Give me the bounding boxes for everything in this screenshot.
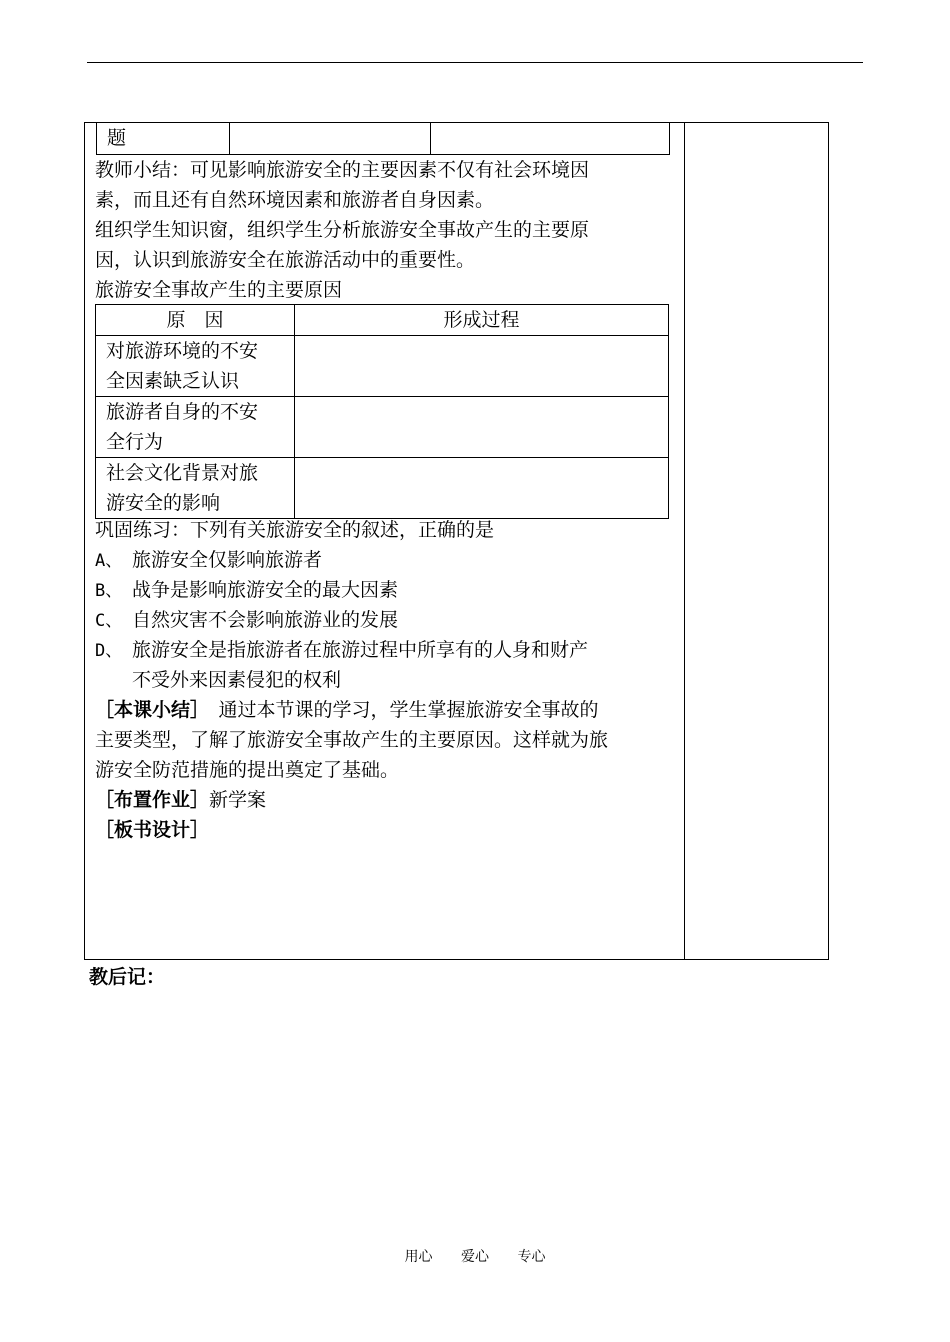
board-design-line [95,815,675,845]
cause-table-title: 旅游安全事故产生的主要原因 [95,279,343,301]
process-cell [295,397,669,458]
option-a: A、 旅游安全仅影响旅游者 [95,549,323,571]
teacher-summary-line-1: 教师小结：可见影响旅游安全的主要因素不仅有社会环境因 [95,159,590,181]
homework-line: ［布置作业］新学案 [95,789,267,811]
cause-header-process: 形成过程 [295,305,669,336]
option-c: C、 自然灾害不会影响旅游业的发展 [95,609,399,631]
cause-cell: 社会文化背景对旅 游安全的影响 [96,458,295,519]
lesson-summary-line-1: ［本课小结］ 通过本节课的学习，学生掌握旅游安全事故的 [95,699,599,721]
teacher-summary-line-2: 素，而且还有自然环境因素和旅游者自身因素。 [95,189,495,211]
option-d: D、 旅游安全是指旅游者在旅游过程中所享有的人身和财产 [95,639,589,661]
process-cell [295,458,669,519]
page-footer [0,1246,950,1266]
top-row-table [96,123,670,155]
organize-line-1: 组织学生知识窗，组织学生分析旅游安全事故产生的主要原 [95,219,590,241]
table-row [96,458,669,519]
after-class-notes: 教后记： [89,966,166,988]
cause-header-cause: 原 因 [96,305,295,336]
lesson-summary-line-3: 游安全防范措施的提出奠定了基础。 [95,759,400,781]
footer-word: 用心 [404,1249,433,1265]
option-b: B、 战争是影响旅游安全的最大因素 [95,579,399,601]
notes-column-divider [684,123,685,959]
header-rule [87,62,863,63]
footer-word: 爱心 [461,1249,489,1265]
cause-cell: 旅游者自身的不安 全行为 [96,397,295,458]
option-d-continued: 不受外来因素侵犯的权利 [132,669,342,691]
cause-cell: 对旅游环境的不安 全因素缺乏认识 [96,336,295,397]
table-row [96,397,669,458]
top-row-cell-1: 题 [97,123,230,154]
lesson-summary-line-2: 主要类型，了解了旅游安全事故产生的主要原因。这样就为旅 [95,729,609,751]
process-cell [295,336,669,397]
organize-line-2: 因，认识到旅游安全在旅游活动中的重要性。 [95,249,476,271]
table-row [96,336,669,397]
lesson-summary-heading: ［本课小结］ [95,699,200,721]
cause-table [95,304,669,519]
lesson-table [84,122,829,960]
board-design-heading: ［板书设计］ [95,819,210,841]
homework-heading: ［布置作业］ [95,789,210,811]
footer-word: 专心 [517,1249,546,1265]
exercise-question: 巩固练习：下列有关旅游安全的叙述，正确的是 [95,519,495,541]
top-row-cell-2 [230,123,432,154]
top-row-cell-3 [431,123,669,154]
